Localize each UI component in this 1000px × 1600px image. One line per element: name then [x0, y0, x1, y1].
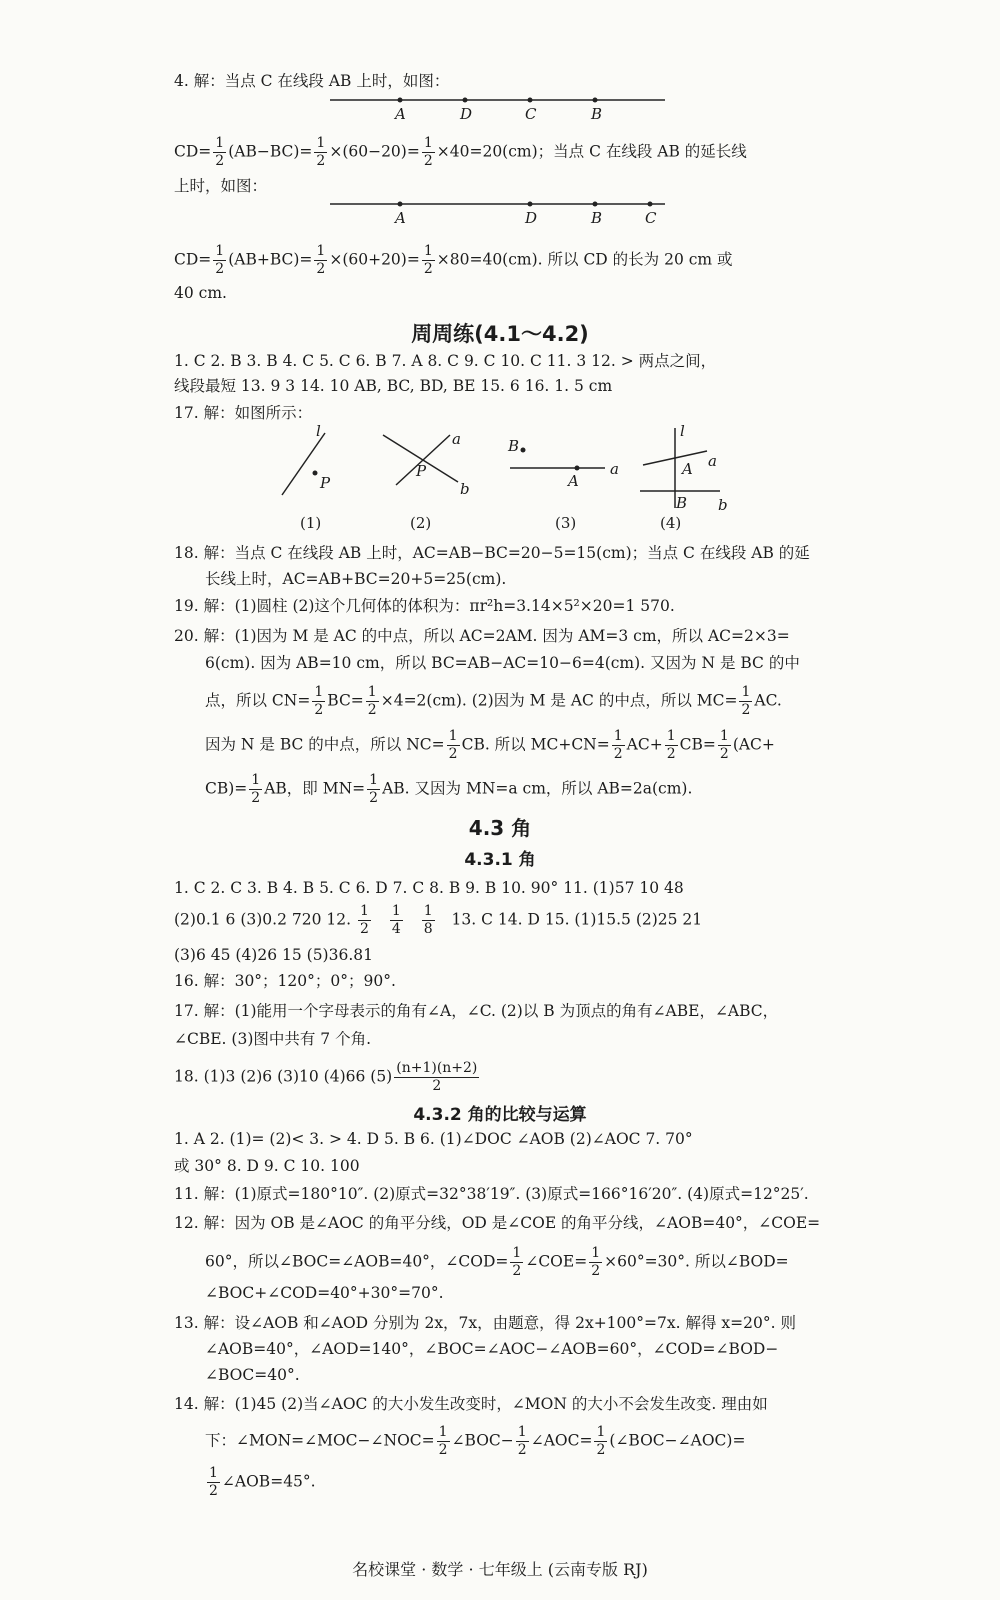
denominator: 2 — [432, 1078, 442, 1094]
fig17-1-label-p: P — [320, 474, 331, 492]
fig1-label-b: B — [591, 105, 603, 123]
text: AB. 又因为 MN=a cm，所以 AB=2a(cm). — [382, 779, 693, 798]
fig2-label-c: C — [645, 209, 657, 227]
denominator: 2 — [314, 702, 324, 718]
text: (2)0.1 6 (3)0.2 720 12. — [174, 910, 352, 929]
fraction — [314, 135, 327, 170]
text: (∠BOC−∠AOC)= — [609, 1431, 746, 1450]
fraction — [422, 903, 435, 938]
fig17-caption-3: (3) — [555, 514, 577, 532]
denominator: 2 — [719, 746, 729, 762]
s432-q14-c — [205, 1465, 960, 1500]
text: 下：∠MON=∠MOC−∠NOC= — [205, 1431, 435, 1450]
numerator: 1 — [517, 1424, 527, 1440]
weekly-answers-2: 线段最短 13. 9 3 14. 10 AB, BC, BD, BE 15. 6 16. 1. 5 cm — [174, 377, 613, 395]
fraction — [207, 1465, 220, 1500]
s432-q11: 11. 解：(1)原式=180°10″. (2)原式=32°38′19″. (3)原式=166°16′20″. (4)原式=12°25′. — [174, 1185, 809, 1203]
denominator: 2 — [613, 746, 623, 762]
numerator: 1 — [741, 684, 751, 700]
s432-q12-a: 12. 解：因为 OB 是∠AOC 的角平分线，OD 是∠COE 的角平分线，∠AOB=40°，∠COE= — [174, 1214, 821, 1232]
fig17-4-label-l: l — [680, 422, 685, 440]
numerator: 1 — [391, 903, 401, 919]
s432-q13-b: ∠AOB=40°，∠AOD=140°，∠BOC=∠AOC−∠AOB=60°，∠COD=∠BOD− — [205, 1340, 779, 1358]
numerator: 1 — [215, 135, 225, 151]
numerator: 1 — [209, 1465, 218, 1481]
numerator: 1 — [423, 135, 433, 151]
numerator: 1 — [438, 1424, 448, 1440]
fraction — [314, 243, 327, 278]
denominator: 2 — [596, 1442, 606, 1458]
denominator: 2 — [316, 261, 326, 277]
text: (AB+BC)= — [228, 250, 313, 269]
denominator: 2 — [517, 1442, 527, 1458]
fraction — [213, 135, 226, 170]
s432-answers-1: 1. A 2. (1)= (2)< 3. > 4. D 5. B 6. (1)∠DOC ∠AOB (2)∠AOC 7. 70° — [174, 1130, 693, 1148]
fraction — [312, 684, 325, 719]
weekly-title: 周周练(4.1～4.2) — [411, 322, 589, 346]
s431-answers-1: 1. C 2. C 3. B 4. B 5. C 6. D 7. C 8. B 9. B 10. 90° 11. (1)57 10 48 — [174, 879, 684, 897]
fig2-label-b: B — [591, 209, 603, 227]
text: 因为 N 是 BC 的中点，所以 NC= — [205, 735, 445, 754]
denominator: 8 — [423, 921, 433, 937]
denominator: 2 — [251, 790, 261, 806]
text: BC= — [327, 691, 364, 710]
weekly-q20-d — [205, 728, 960, 763]
numerator: 1 — [369, 772, 379, 788]
numerator: 1 — [719, 728, 729, 744]
weekly-q20-b: 6(cm). 因为 AB=10 cm，所以 BC=AB−AC=10−6=4(cm). 又因为 N 是 BC 的中 — [205, 654, 800, 672]
fraction — [249, 772, 262, 807]
text: (AC+ — [732, 735, 775, 754]
weekly-answers-1: 1. C 2. B 3. B 4. C 5. C 6. B 7. A 8. C 9. C 10. C 11. 3 12. > 两点之间， — [174, 352, 717, 370]
numerator: 1 — [423, 903, 433, 919]
fig17-2-label-p: P — [416, 462, 427, 480]
text: ×80=40(cm). 所以 CD 的长为 20 cm 或 — [436, 250, 733, 269]
fig17-4-label-a: a — [708, 452, 717, 470]
s431-q17-b: ∠CBE. (3)图中共有 7 个角. — [174, 1030, 372, 1048]
s431-answers-3: (3)6 45 (4)26 15 (5)36.81 — [174, 946, 373, 964]
fraction — [739, 684, 752, 719]
s432-q14-b — [205, 1424, 960, 1459]
fraction — [718, 728, 731, 763]
fraction — [437, 1424, 450, 1459]
weekly-q17: 17. 解：如图所示： — [174, 404, 313, 422]
q4-line4 — [174, 243, 960, 278]
denominator: 2 — [209, 1483, 218, 1499]
numerator: 1 — [448, 728, 458, 744]
fig17-4-label-b: b — [718, 496, 728, 514]
weekly-q20-c — [205, 684, 960, 719]
text: CD= — [174, 250, 212, 269]
fig1-label-c: C — [525, 105, 537, 123]
weekly-q18-b: 长线上时，AC=AB+BC=20+5=25(cm). — [205, 570, 507, 588]
text: ∠AOB=45°. — [221, 1472, 316, 1491]
denominator: 4 — [391, 921, 401, 937]
fig17-2-label-b: b — [460, 480, 470, 498]
numerator: 1 — [423, 243, 433, 259]
text: AC+ — [626, 735, 663, 754]
fig17-4-label-point-b: B — [676, 494, 688, 512]
text: ×40=20(cm)；当点 C 在线段 AB 的延长线 — [436, 142, 747, 161]
fig17-caption-4: (4) — [660, 514, 682, 532]
s432-answers-2: 或 30° 8. D 9. C 10. 100 — [174, 1157, 360, 1175]
numerator: 1 — [215, 243, 225, 259]
numerator: 1 — [591, 1245, 601, 1261]
fig17-caption-2: (2) — [410, 514, 432, 532]
text: ×(60+20)= — [329, 250, 420, 269]
fraction — [390, 903, 403, 938]
s431-q16: 16. 解：30°；120°；0°；90°. — [174, 972, 396, 990]
fraction — [589, 1245, 602, 1280]
text: (AB−BC)= — [228, 142, 313, 161]
numerator: 1 — [316, 243, 326, 259]
s431-q17-a: 17. 解：(1)能用一个字母表示的角有∠A，∠C. (2)以 B 为顶点的角有∠ABE，∠ABC， — [174, 1002, 779, 1020]
section-4-3-title: 4.3 角 — [468, 816, 532, 840]
denominator: 2 — [423, 261, 433, 277]
fraction — [510, 1245, 523, 1280]
fig17-3-label-a-line: a — [610, 460, 619, 478]
numerator: (n+1)(n+2) — [396, 1060, 478, 1076]
section-4-3-2-title: 4.3.2 角的比较与运算 — [413, 1105, 587, 1125]
text: CB. 所以 MC+CN= — [461, 735, 610, 754]
fraction — [366, 684, 379, 719]
s431-answers-2 — [174, 903, 960, 938]
denominator: 2 — [369, 790, 379, 806]
weekly-q19: 19. 解：(1)圆柱 (2)这个几何体的体积为：πr²h=3.14×5²×20=1 570. — [174, 597, 675, 615]
fraction — [394, 1060, 479, 1095]
fraction — [447, 728, 460, 763]
segment-figure-2 — [330, 196, 670, 226]
numerator: 1 — [666, 728, 676, 744]
numerator: 1 — [316, 135, 326, 151]
fig17-3-label-a: A — [568, 472, 579, 490]
denominator: 2 — [367, 702, 377, 718]
numerator: 1 — [314, 684, 324, 700]
fig1-label-d: D — [460, 105, 473, 123]
fraction — [422, 135, 435, 170]
numerator: 1 — [613, 728, 623, 744]
text: 18. (1)3 (2)6 (3)10 (4)66 (5) — [174, 1067, 393, 1086]
fraction — [594, 1424, 607, 1459]
text: ∠COE= — [525, 1252, 588, 1271]
section-4-3-1-title: 4.3.1 角 — [464, 850, 536, 870]
q17-figure-1 — [270, 425, 350, 505]
text: 13. C 14. D 15. (1)15.5 (2)25 21 — [451, 910, 703, 929]
weekly-q18-a: 18. 解：当点 C 在线段 AB 上时，AC=AB−BC=20−5=15(cm)；当点 C 在线段 AB 的延 — [174, 544, 810, 562]
text: ∠BOC− — [451, 1431, 514, 1450]
fig17-2-label-a: a — [452, 430, 461, 448]
fraction — [612, 728, 625, 763]
s432-q12-c: ∠BOC+∠COD=40°+30°=70°. — [205, 1284, 444, 1302]
text: CB= — [679, 735, 716, 754]
fig17-1-label-l: l — [316, 422, 321, 440]
denominator: 2 — [215, 153, 225, 169]
segment-figure-1 — [330, 92, 670, 122]
q17-figure-3 — [505, 440, 615, 490]
numerator: 1 — [359, 903, 369, 919]
weekly-q20-e — [205, 772, 960, 807]
q4-line3: 上时，如图： — [174, 177, 268, 195]
text: 点，所以 CN= — [205, 691, 311, 710]
denominator: 2 — [438, 1442, 448, 1458]
denominator: 2 — [512, 1263, 522, 1279]
denominator: 2 — [359, 921, 369, 937]
numerator: 1 — [367, 684, 377, 700]
denominator: 2 — [666, 746, 676, 762]
denominator: 2 — [423, 153, 433, 169]
numerator: 1 — [251, 772, 261, 788]
weekly-q20-a: 20. 解：(1)因为 M 是 AC 的中点，所以 AC=2AM. 因为 AM=3 cm，所以 AC=2×3= — [174, 627, 790, 645]
q4-line2 — [174, 135, 960, 170]
text: AB，即 MN= — [264, 779, 366, 798]
text: ×(60−20)= — [329, 142, 420, 161]
numerator: 1 — [596, 1424, 606, 1440]
s432-q12-b — [205, 1245, 960, 1280]
fig17-3-label-b: B — [508, 437, 520, 455]
q4-line5: 40 cm. — [174, 284, 227, 302]
s432-q13-a: 13. 解：设∠AOB 和∠AOD 分别为 2x，7x，由题意，得 2x+100°=7x. 解得 x=20°. 则 — [174, 1314, 796, 1332]
fraction — [665, 728, 678, 763]
fraction — [516, 1424, 529, 1459]
s432-q13-c: ∠BOC=40°. — [205, 1366, 300, 1384]
fig2-label-a: A — [395, 209, 406, 227]
fraction — [367, 772, 380, 807]
fraction — [422, 243, 435, 278]
s431-q18 — [174, 1060, 960, 1095]
fig2-label-d: D — [525, 209, 538, 227]
text: CB)= — [205, 779, 248, 798]
text: 60°，所以∠BOC=∠AOB=40°，∠COD= — [205, 1252, 509, 1271]
denominator: 2 — [316, 153, 326, 169]
denominator: 2 — [448, 746, 458, 762]
denominator: 2 — [215, 261, 225, 277]
fraction — [213, 243, 226, 278]
text: ∠AOC= — [530, 1431, 593, 1450]
fig17-caption-1: (1) — [300, 514, 322, 532]
s432-q14-a: 14. 解：(1)45 (2)当∠AOC 的大小发生改变时，∠MON 的大小不会发生改变. 理由如 — [174, 1395, 768, 1413]
page-footer: 名校课堂 · 数学 · 七年级上 (云南专版 RJ) — [352, 1560, 648, 1579]
fig17-4-label-point-a: A — [682, 460, 693, 478]
denominator: 2 — [591, 1263, 601, 1279]
text: ×60°=30°. 所以∠BOD= — [604, 1252, 789, 1271]
fig1-label-a: A — [395, 105, 406, 123]
text: ×4=2(cm). (2)因为 M 是 AC 的中点，所以 MC= — [380, 691, 738, 710]
denominator: 2 — [741, 702, 751, 718]
text: AC. — [754, 691, 782, 710]
q4-line1: 4. 解：当点 C 在线段 AB 上时，如图： — [174, 72, 450, 90]
fraction — [358, 903, 371, 938]
text: CD= — [174, 142, 212, 161]
numerator: 1 — [512, 1245, 522, 1261]
